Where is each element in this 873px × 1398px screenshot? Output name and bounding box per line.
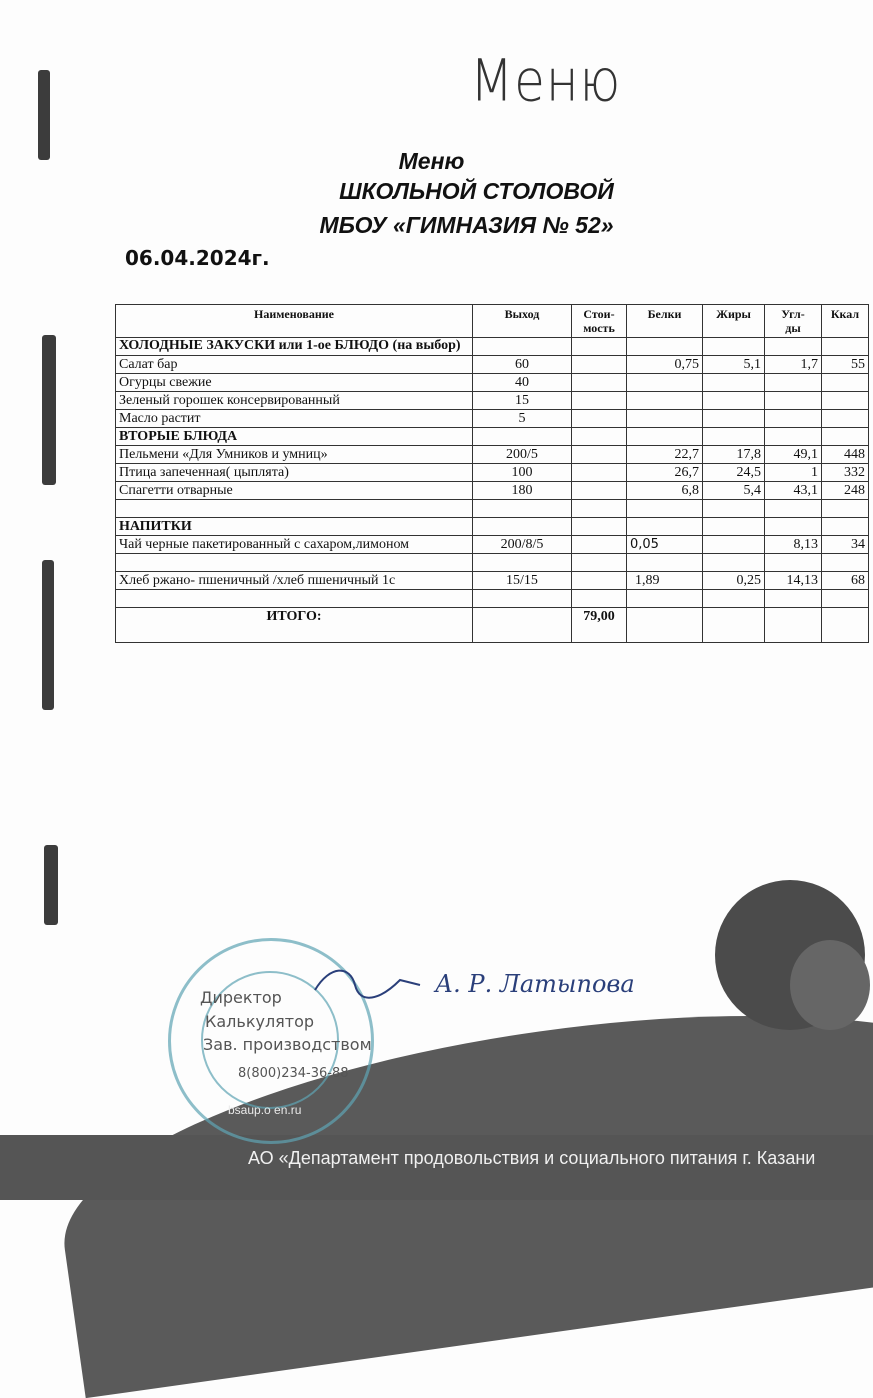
empty-cell: [473, 518, 572, 536]
cell-cost: [572, 392, 627, 410]
empty-row: [116, 554, 869, 572]
empty-cell: [473, 590, 572, 608]
footer-organization: АО «Департамент продовольствия и социального питания г. Казани: [248, 1148, 816, 1168]
cell-name: Зеленый горошек консервированный: [116, 392, 473, 410]
empty-cell: [703, 554, 765, 572]
cell-output: 100: [473, 464, 572, 482]
cell-cost: [572, 464, 627, 482]
signature-text: А. Р. Латыпова: [435, 970, 635, 998]
cell-cost: [572, 536, 627, 554]
cell-name: Масло растит: [116, 410, 473, 428]
empty-cell: [822, 428, 869, 446]
empty-cell: [822, 608, 869, 643]
empty-cell: [765, 500, 822, 518]
scan-edge-mark: [38, 70, 50, 160]
header-cost: [572, 305, 627, 338]
empty-cell: [822, 554, 869, 572]
cell-fat: 0,25: [703, 572, 765, 590]
section-second: ВТОРЫЕ БЛЮДА: [116, 428, 473, 446]
cell-carbs: 49,1: [765, 446, 822, 464]
footer-site: bsaup.o en.ru: [228, 1103, 302, 1117]
empty-cell: [627, 518, 703, 536]
empty-cell: [822, 518, 869, 536]
footer-phone: 8(800)234-36-88: [238, 1066, 349, 1081]
cell-protein: 6,8: [627, 482, 703, 500]
footer-production-head: Зав. производством: [203, 1035, 372, 1054]
cell-fat: [703, 410, 765, 428]
cell-output: 200/5: [473, 446, 572, 464]
cell-output: 180: [473, 482, 572, 500]
cell-cost: [572, 410, 627, 428]
empty-cell: [473, 554, 572, 572]
cell-output: 60: [473, 356, 572, 374]
empty-row: [116, 590, 869, 608]
empty-cell: [765, 428, 822, 446]
table-row: [116, 482, 869, 500]
signature: [310, 960, 680, 1010]
cell-name: Чай черные пакетированный с сахаром,лимоном: [116, 536, 473, 554]
cell-cost: [572, 446, 627, 464]
cell-cost: [572, 572, 627, 590]
header-output: Выход: [473, 305, 572, 338]
header-cost-line2: мость: [583, 321, 615, 335]
empty-cell: [822, 500, 869, 518]
header-protein: Белки: [627, 305, 703, 338]
empty-cell: [703, 590, 765, 608]
cell-output: 15: [473, 392, 572, 410]
total-cost: 79,00: [572, 608, 627, 643]
section-row: [116, 428, 869, 446]
header-carbs: [765, 305, 822, 338]
cell-name: Огурцы свежие: [116, 374, 473, 392]
empty-cell: [703, 338, 765, 356]
total-label: ИТОГО:: [116, 608, 473, 643]
table-row: [116, 356, 869, 374]
cell-carbs: 8,13: [765, 536, 822, 554]
cell-protein: [627, 410, 703, 428]
empty-cell: [627, 428, 703, 446]
empty-cell: [822, 590, 869, 608]
scan-edge-mark: [44, 845, 58, 925]
empty-cell: [627, 500, 703, 518]
empty-cell: [473, 338, 572, 356]
empty-cell: [572, 338, 627, 356]
empty-cell: [627, 338, 703, 356]
cell-kcal: [822, 374, 869, 392]
empty-cell: [473, 608, 572, 643]
title-line-2: ШКОЛЬНОЙ СТОЛОВОЙ: [339, 178, 614, 204]
section-drinks: НАПИТКИ: [116, 518, 473, 536]
empty-cell: [822, 338, 869, 356]
cell-carbs: [765, 410, 822, 428]
handwritten-title: Меню: [470, 47, 622, 115]
cell-protein: [627, 374, 703, 392]
cell-protein: 0,75: [627, 356, 703, 374]
tree-illustration: [790, 940, 870, 1030]
empty-cell: [703, 500, 765, 518]
empty-cell: [765, 608, 822, 643]
empty-cell: [627, 590, 703, 608]
cell-protein: 22,7: [627, 446, 703, 464]
table-row: [116, 536, 869, 554]
cell-output: 15/15: [473, 572, 572, 590]
header-name: Наименование: [116, 305, 473, 338]
empty-cell: [765, 554, 822, 572]
cell-carbs: [765, 374, 822, 392]
cell-fat: [703, 536, 765, 554]
empty-cell: [765, 590, 822, 608]
cell-protein: 26,7: [627, 464, 703, 482]
empty-cell: [116, 590, 473, 608]
cell-protein: 1,89: [627, 572, 703, 590]
cell-kcal: [822, 392, 869, 410]
cell-name: Хлеб ржано- пшеничный /хлеб пшеничный 1с: [116, 572, 473, 590]
cell-output: 200/8/5: [473, 536, 572, 554]
header-kcal: Ккал: [822, 305, 869, 338]
cell-protein: [627, 392, 703, 410]
title-line-3: МБОУ «ГИМНАЗИЯ № 52»: [319, 212, 614, 238]
table-row: [116, 572, 869, 590]
empty-cell: [703, 428, 765, 446]
empty-cell: [473, 428, 572, 446]
table-row: [116, 464, 869, 482]
cell-carbs: 43,1: [765, 482, 822, 500]
cell-kcal: [822, 410, 869, 428]
cell-carbs: [765, 392, 822, 410]
total-row: [116, 608, 869, 643]
empty-cell: [703, 608, 765, 643]
header-cost-line1: Стои-: [583, 307, 615, 321]
empty-cell: [572, 590, 627, 608]
cell-cost: [572, 374, 627, 392]
menu-date: 06.04.2024г.: [125, 246, 270, 270]
cell-kcal: 34: [822, 536, 869, 554]
cell-carbs: 1: [765, 464, 822, 482]
cell-output: 5: [473, 410, 572, 428]
empty-cell: [765, 518, 822, 536]
empty-cell: [572, 428, 627, 446]
empty-cell: [627, 554, 703, 572]
cell-protein: 0,05: [627, 536, 703, 554]
cell-name: Птица запеченная( цыплята): [116, 464, 473, 482]
cell-name: Спагетти отварные: [116, 482, 473, 500]
section-row: [116, 518, 869, 536]
cell-kcal: 55: [822, 356, 869, 374]
empty-cell: [473, 500, 572, 518]
empty-cell: [116, 554, 473, 572]
table-row: [116, 446, 869, 464]
cell-carbs: 1,7: [765, 356, 822, 374]
empty-cell: [572, 518, 627, 536]
cell-kcal: 248: [822, 482, 869, 500]
empty-cell: [703, 518, 765, 536]
cell-fat: [703, 392, 765, 410]
scan-edge-mark: [42, 560, 54, 710]
scan-edge-mark: [42, 335, 56, 485]
empty-cell: [627, 608, 703, 643]
section-cold: ХОЛОДНЫЕ ЗАКУСКИ или 1-ое БЛЮДО (на выбор): [116, 338, 473, 356]
menu-table: [115, 304, 869, 643]
cell-fat: [703, 374, 765, 392]
header-carbs-line2: ды: [785, 321, 801, 335]
footer-director: Директор: [200, 988, 282, 1007]
header-fat: Жиры: [703, 305, 765, 338]
empty-row: [116, 500, 869, 518]
table-row: [116, 392, 869, 410]
cell-carbs: 14,13: [765, 572, 822, 590]
empty-cell: [116, 500, 473, 518]
empty-cell: [765, 338, 822, 356]
cell-output: 40: [473, 374, 572, 392]
cell-kcal: 68: [822, 572, 869, 590]
empty-cell: [572, 500, 627, 518]
table-header-row: [116, 305, 869, 338]
cell-cost: [572, 482, 627, 500]
table-row: [116, 410, 869, 428]
cell-kcal: 332: [822, 464, 869, 482]
section-row: [116, 338, 869, 356]
header-carbs-line1: Угл-: [781, 307, 805, 321]
cell-fat: 5,1: [703, 356, 765, 374]
cell-name: Пельмени «Для Умников и умниц»: [116, 446, 473, 464]
empty-cell: [572, 554, 627, 572]
title-line-1: Меню: [398, 148, 465, 174]
cell-kcal: 448: [822, 446, 869, 464]
cell-fat: 17,8: [703, 446, 765, 464]
footer-calculator: Калькулятор: [205, 1012, 315, 1031]
cell-fat: 24,5: [703, 464, 765, 482]
cell-fat: 5,4: [703, 482, 765, 500]
cell-name: Салат бар: [116, 356, 473, 374]
cell-cost: [572, 356, 627, 374]
table-row: [116, 374, 869, 392]
